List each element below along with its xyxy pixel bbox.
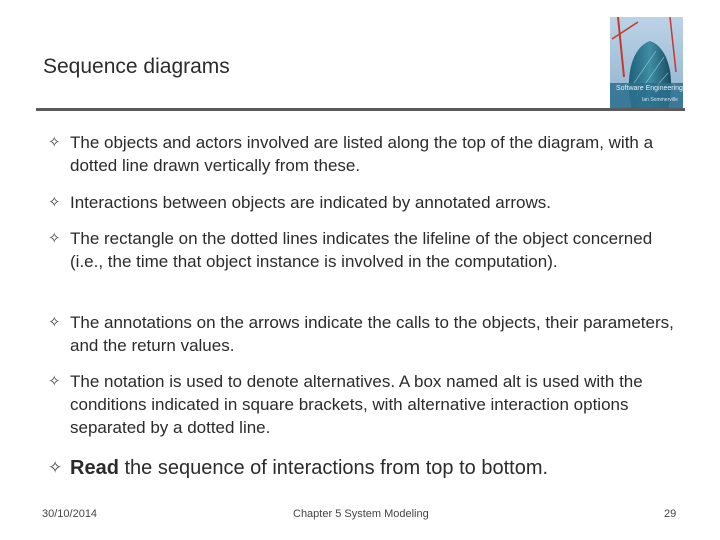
bullet-item <box>48 191 678 214</box>
bullet-star-icon: ✧ <box>48 313 61 331</box>
bullet-item <box>48 370 678 439</box>
bullet-text: Interactions between objects are indicated by annotated arrows. <box>70 193 552 212</box>
bullet-text: the sequence of interactions from top to bottom. <box>118 457 549 479</box>
bullet-bold-text: Read <box>70 457 119 479</box>
slide-title: Sequence diagrams <box>43 55 230 78</box>
bullet-item <box>48 311 678 357</box>
bullet-text: The annotations on the arrows indicate the calls to the objects, their parameters, and the return values. <box>70 313 674 355</box>
bullet-item <box>48 227 678 273</box>
title-divider <box>36 108 685 111</box>
bullet-item <box>48 455 678 481</box>
footer-page-number: 29 <box>664 508 677 520</box>
bullet-star-icon: ✧ <box>48 458 63 478</box>
bullet-text: The objects and actors involved are listed along the top of the diagram, with a dotted line drawn vertically from these. <box>70 133 654 175</box>
bullet-star-icon: ✧ <box>48 133 61 151</box>
bullet-item <box>48 131 678 177</box>
cover-title: Software Engineering <box>616 85 683 92</box>
bullet-text: The rectangle on the dotted lines indicates the lifeline of the object concerned (i.e., the time that object instance is involved in the computation). <box>70 229 653 271</box>
bullet-star-icon: ✧ <box>48 229 61 247</box>
bullet-star-icon: ✧ <box>48 193 61 211</box>
footer-chapter: Chapter 5 System Modeling <box>293 508 429 520</box>
bullet-text: The notation is used to denote alternatives. A box named alt is used with the conditions indicated in square brackets, with alternative interaction options separated by a dotted line. <box>70 372 643 437</box>
footer-date: 30/10/2014 <box>42 508 98 520</box>
book-cover-image <box>610 17 683 109</box>
cover-author: Ian Sommerville <box>642 97 678 103</box>
bullet-star-icon: ✧ <box>48 372 61 390</box>
